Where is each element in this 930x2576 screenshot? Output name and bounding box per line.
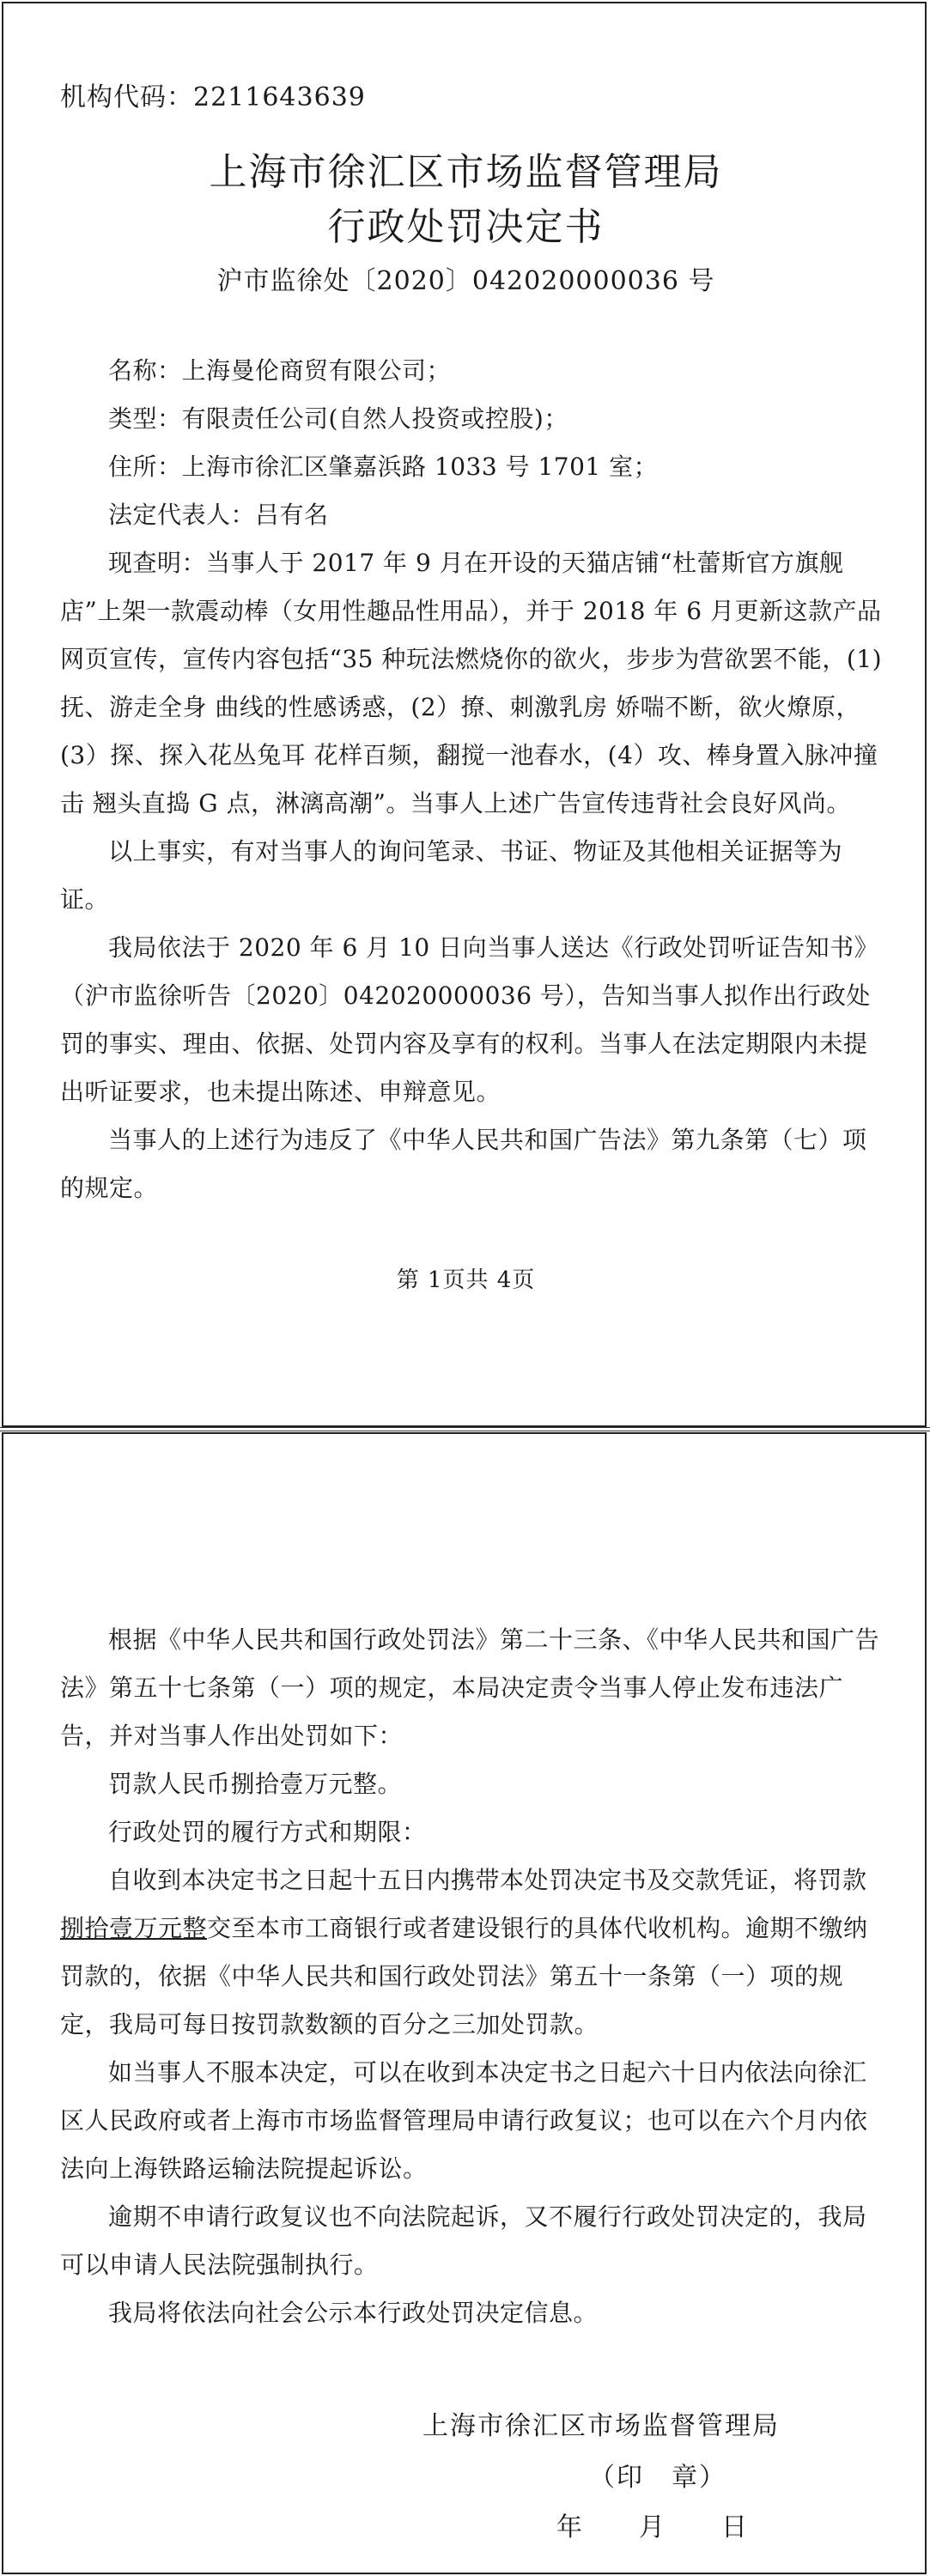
party-address: 住所：上海市徐汇区肇嘉浜路 1033 号 1701 室； xyxy=(108,453,659,481)
facts-section xyxy=(60,539,883,1212)
party-name: 名称：上海曼伦商贸有限公司； xyxy=(108,356,452,385)
payment-paragraph xyxy=(60,1856,883,2049)
document-title: 行政处罚决定书 xyxy=(327,205,605,249)
org-code: 机构代码：2211643639 xyxy=(60,82,366,112)
enforcement-paragraph: 逾期不申请行政复议也不向法院起诉，又不履行行政处罚决定的，我局可以申请人民法院强制执行。 xyxy=(60,2202,867,2279)
signing-date: 年 月 日 xyxy=(556,2512,749,2543)
seal-mark: （印 章） xyxy=(589,2463,726,2493)
method-heading: 行政处罚的履行方式和期限： xyxy=(108,1818,427,1846)
document-page-2 xyxy=(2,1432,927,2574)
authority-title: 上海市徐汇区市场监督管理局 xyxy=(209,150,723,194)
payment-amount: 捌拾壹万元整 xyxy=(60,1914,208,1942)
appeal-paragraph: 如当事人不服本决定，可以在收到本决定书之日起六十日内依法向徐汇区人民政府或者上海市市场监督管理局申请行政复议；也可以在六个月内依法向上海铁路运输法院提起诉讼。 xyxy=(60,2058,868,2183)
hearing-paragraph: 我局依法于 2020 年 6 月 10 日向当事人送达《行政处罚听证告知书》（沪市监徐听告〔2020〕042020000036 号），告知当事人拟作出行政处罚的事实、理由、依据、处罚内容及享有的权利。当事人在法定期限内未提出听证要求，也未提出陈述、申辩意见。 xyxy=(60,933,879,1106)
facts-paragraph: 现查明：当事人于 2017 年 9 月在开设的天猫店铺“杜蕾斯官方旗舰店”上架一款震动棒（女用性趣品性用品），并于 2018 年 6 月更新这款产品网页宣传，宣传内容包括“35 种玩法燃烧你的欲火，步步为营欲罢不能，(1)抚、游走全身 曲线的性感诱惑，(2）撩、刺激乳房 娇喘不断，欲火燎原，(3）探、探入花丛兔耳 花样百频，翻搅一池春水，(4）攻、棒身置入脉冲撞击 翘头直捣 G 点，淋漓高潮”。当事人上述广告宣传违背社会良好风尚。 xyxy=(60,549,883,817)
party-legal-rep: 法定代表人：吕有名 xyxy=(108,501,329,529)
decision-section xyxy=(60,1616,883,2337)
document-number: 沪市监徐处〔2020〕042020000036 号 xyxy=(216,266,715,296)
penalty-paragraph: 罚款人民币捌拾壹万元整。 xyxy=(108,1770,403,1798)
party-type: 类型：有限责任公司(自然人投资或控股)； xyxy=(108,404,568,433)
publicity-paragraph: 我局将依法向社会公示本行政处罚决定信息。 xyxy=(108,2299,599,2327)
page-number: 第 1页共 4页 xyxy=(396,1267,536,1293)
signing-authority: 上海市徐汇区市场监督管理局 xyxy=(422,2411,780,2441)
violation-paragraph: 当事人的上述行为违反了《中华人民共和国广告法》第九条第（七）项的规定。 xyxy=(60,1126,867,1202)
payment-text-pre: 自收到本决定书之日起十五日内携带本处罚决定书及交款凭证，将罚款 xyxy=(108,1866,867,1894)
document-page-1 xyxy=(2,2,927,1427)
evidence-paragraph: 以上事实，有对当事人的询问笔录、书证、物证及其他相关证据等为证。 xyxy=(60,837,843,914)
page-separator xyxy=(0,1427,930,1431)
payment-text-post: 交至本市工商银行或者建设银行的具体代收机构。逾期不缴纳罚款的，依据《中华人民共和国行政处罚法》第五十一条第（一）项的规定，我局可每日按罚款数额的百分之三加处罚款。 xyxy=(60,1914,868,2038)
legal-basis-paragraph: 根据《中华人民共和国行政处罚法》第二十三条、《中华人民共和国广告法》第五十七条第（一）项的规定，本局决定责令当事人停止发布违法广告，并对当事人作出处罚如下： xyxy=(60,1625,880,1750)
